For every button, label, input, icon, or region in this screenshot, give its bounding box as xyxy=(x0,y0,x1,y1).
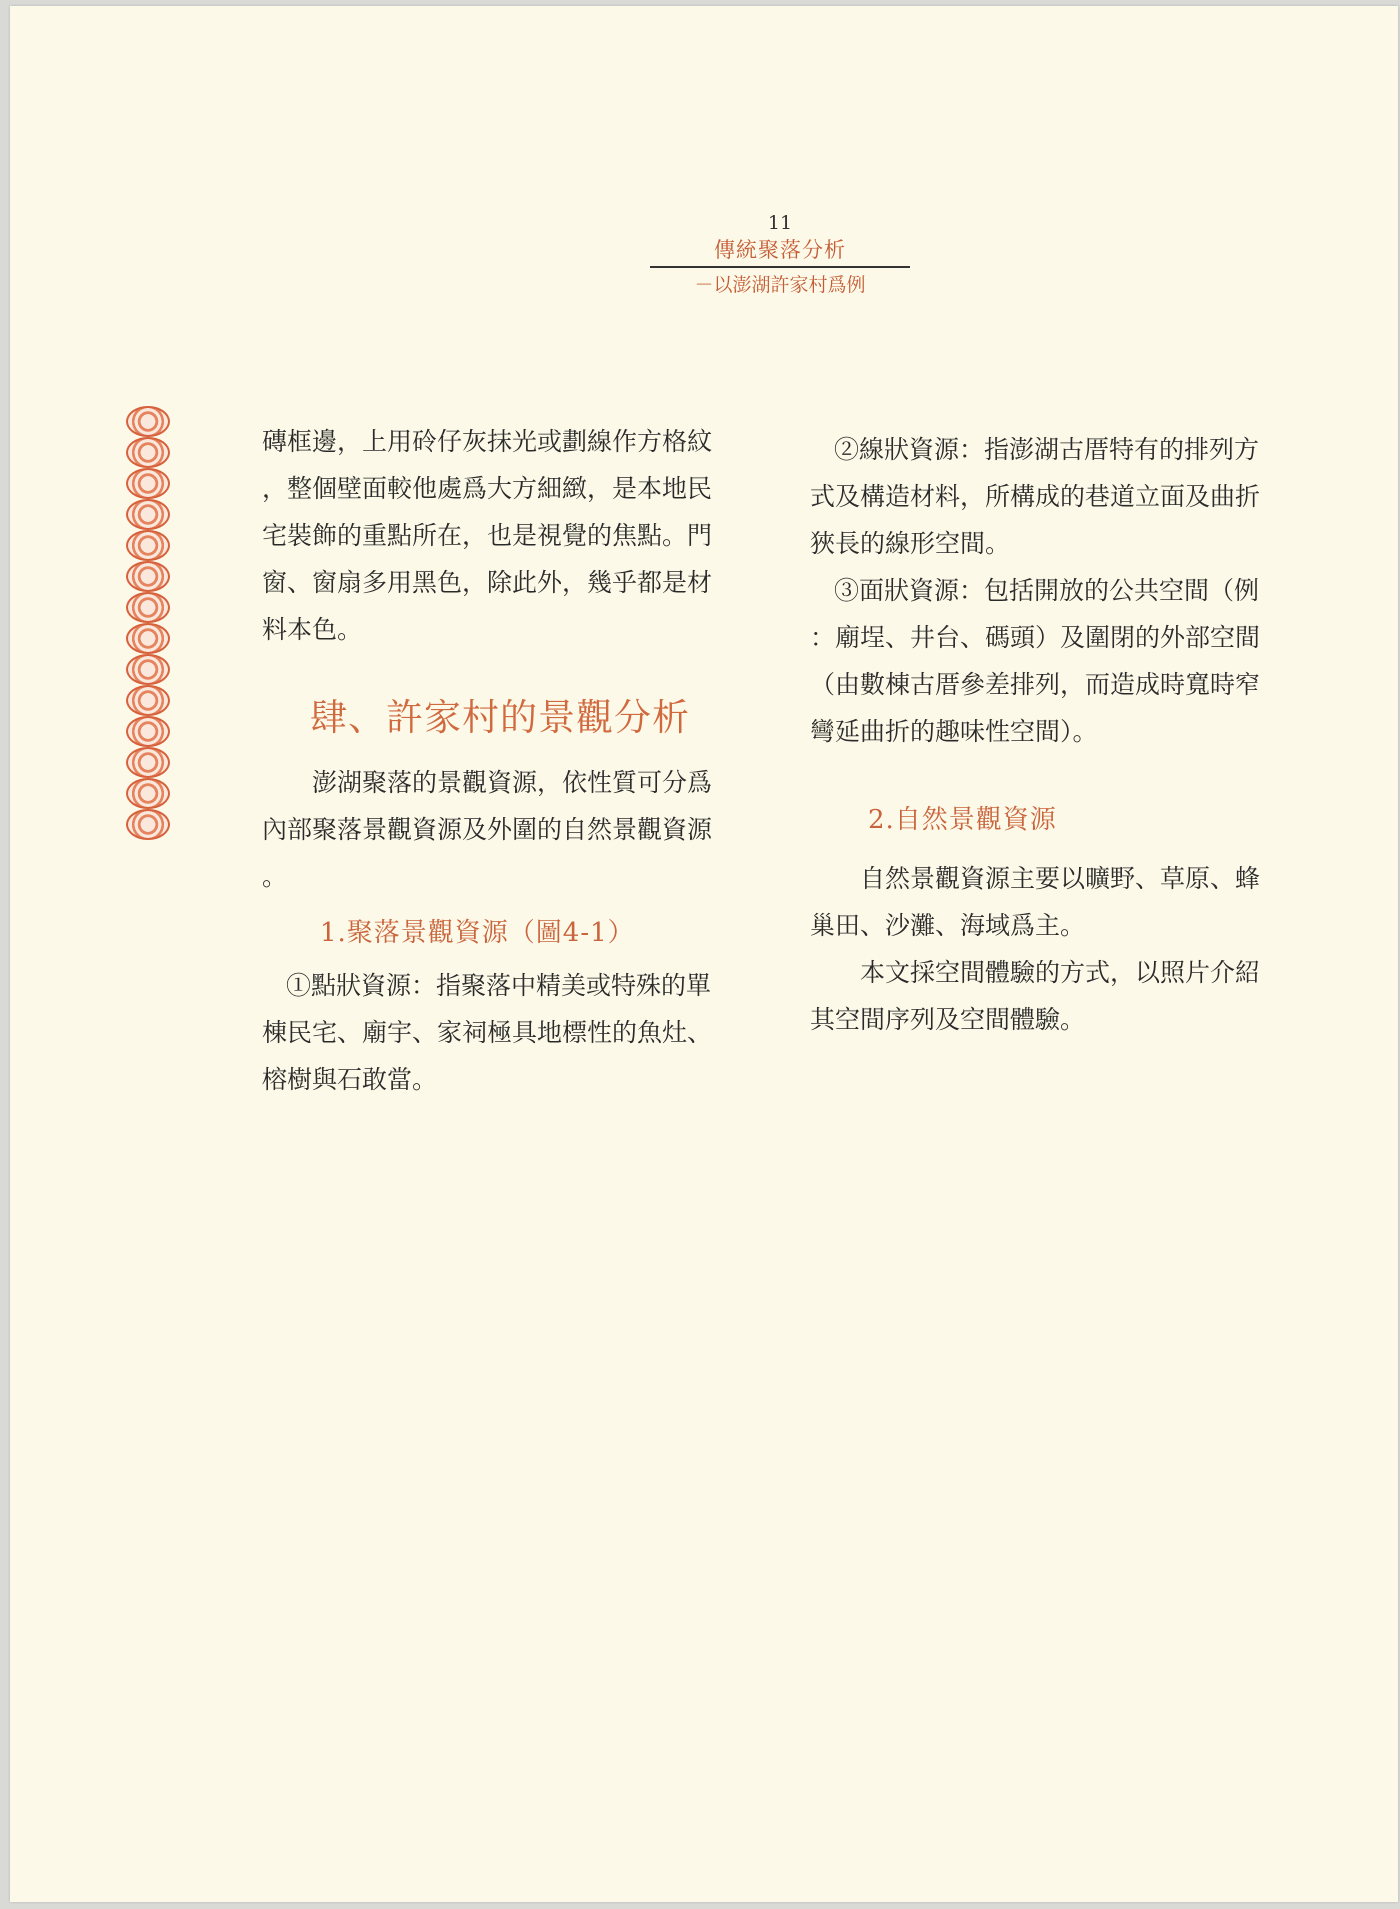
paragraph-line: 。 xyxy=(262,862,288,891)
seal-medallion-icon xyxy=(126,747,170,778)
paragraph-line: 彎延曲折的趣味性空間）。 xyxy=(810,717,1098,746)
seal-medallion-icon xyxy=(126,716,170,747)
header-title: 傳統聚落分析 xyxy=(714,238,846,262)
seal-medallion-icon xyxy=(126,530,170,561)
paragraph-line: 磚框邊，上用砱仔灰抹光或劃線作方格紋 xyxy=(262,427,713,456)
paragraph-line: 內部聚落景觀資源及外圍的自然景觀資源 xyxy=(262,815,713,844)
seal-medallion-icon xyxy=(126,561,170,592)
paragraph-line: 本文採空間體驗的方式，以照片介紹 xyxy=(860,958,1261,987)
running-header xyxy=(650,210,910,298)
paragraph-line: 榕樹與石敢當。 xyxy=(262,1065,438,1094)
header-divider xyxy=(650,266,910,268)
seal-medallion-icon xyxy=(126,592,170,623)
paragraph-line: 窗、窗扇多用黑色，除此外，幾乎都是材 xyxy=(262,568,713,597)
seal-medallion-icon xyxy=(126,437,170,468)
paragraph-line: ③面狀資源：包括開放的公共空間（例 xyxy=(834,576,1260,605)
right-column xyxy=(810,426,1295,1043)
paragraph-line: ，整個壁面較他處爲大方細緻，是本地民 xyxy=(262,474,713,503)
subheading: 1.聚落景觀資源（圖4-1） xyxy=(320,918,635,948)
seal-medallion-icon xyxy=(126,623,170,654)
seal-medallion-icon xyxy=(126,406,170,437)
seal-medallion-icon xyxy=(126,499,170,530)
section-title: 肆、許家村的景觀分析 xyxy=(310,696,690,739)
seal-medallion-icon xyxy=(126,809,170,840)
paragraph-line: 棟民宅、廟宇、家祠極具地標性的魚灶、 xyxy=(262,1018,713,1047)
paragraph-line: 巢田、沙灘、海域爲主。 xyxy=(810,911,1086,940)
paragraph-line: 式及構造材料，所構成的巷道立面及曲折 xyxy=(810,482,1261,511)
page-number: 11 xyxy=(767,212,793,234)
paragraph-line: ：廟埕、井台、碼頭）及圍閉的外部空間 xyxy=(810,623,1261,652)
paragraph-line: ②線狀資源：指澎湖古厝特有的排列方 xyxy=(834,435,1260,464)
paragraph-line: 狹長的線形空間。 xyxy=(810,529,1011,558)
paragraph-line: 澎湖聚落的景觀資源，依性質可分爲 xyxy=(312,768,713,797)
subheading: 2.自然景觀資源 xyxy=(868,805,1057,835)
seal-medallion-icon xyxy=(126,685,170,716)
paragraph-line: ①點狀資源：指聚落中精美或特殊的單 xyxy=(286,971,712,1000)
seal-medallion-icon xyxy=(126,778,170,809)
ornament-column xyxy=(122,406,174,840)
seal-medallion-icon xyxy=(126,468,170,499)
header-subtitle: －以澎湖許家村爲例 xyxy=(694,274,866,296)
paragraph-line: 自然景觀資源主要以曠野、草原、蜂 xyxy=(860,864,1261,893)
paragraph-line: （由數棟古厝參差排列，而造成時寬時窄 xyxy=(810,670,1261,699)
document-page xyxy=(10,6,1398,1902)
left-column xyxy=(262,418,742,1103)
seal-medallion-icon xyxy=(126,654,170,685)
paragraph-line: 料本色。 xyxy=(262,615,363,644)
paragraph-line: 其空間序列及空間體驗。 xyxy=(810,1005,1086,1034)
paragraph-line: 宅裝飾的重點所在，也是視覺的焦點。門 xyxy=(262,521,713,550)
